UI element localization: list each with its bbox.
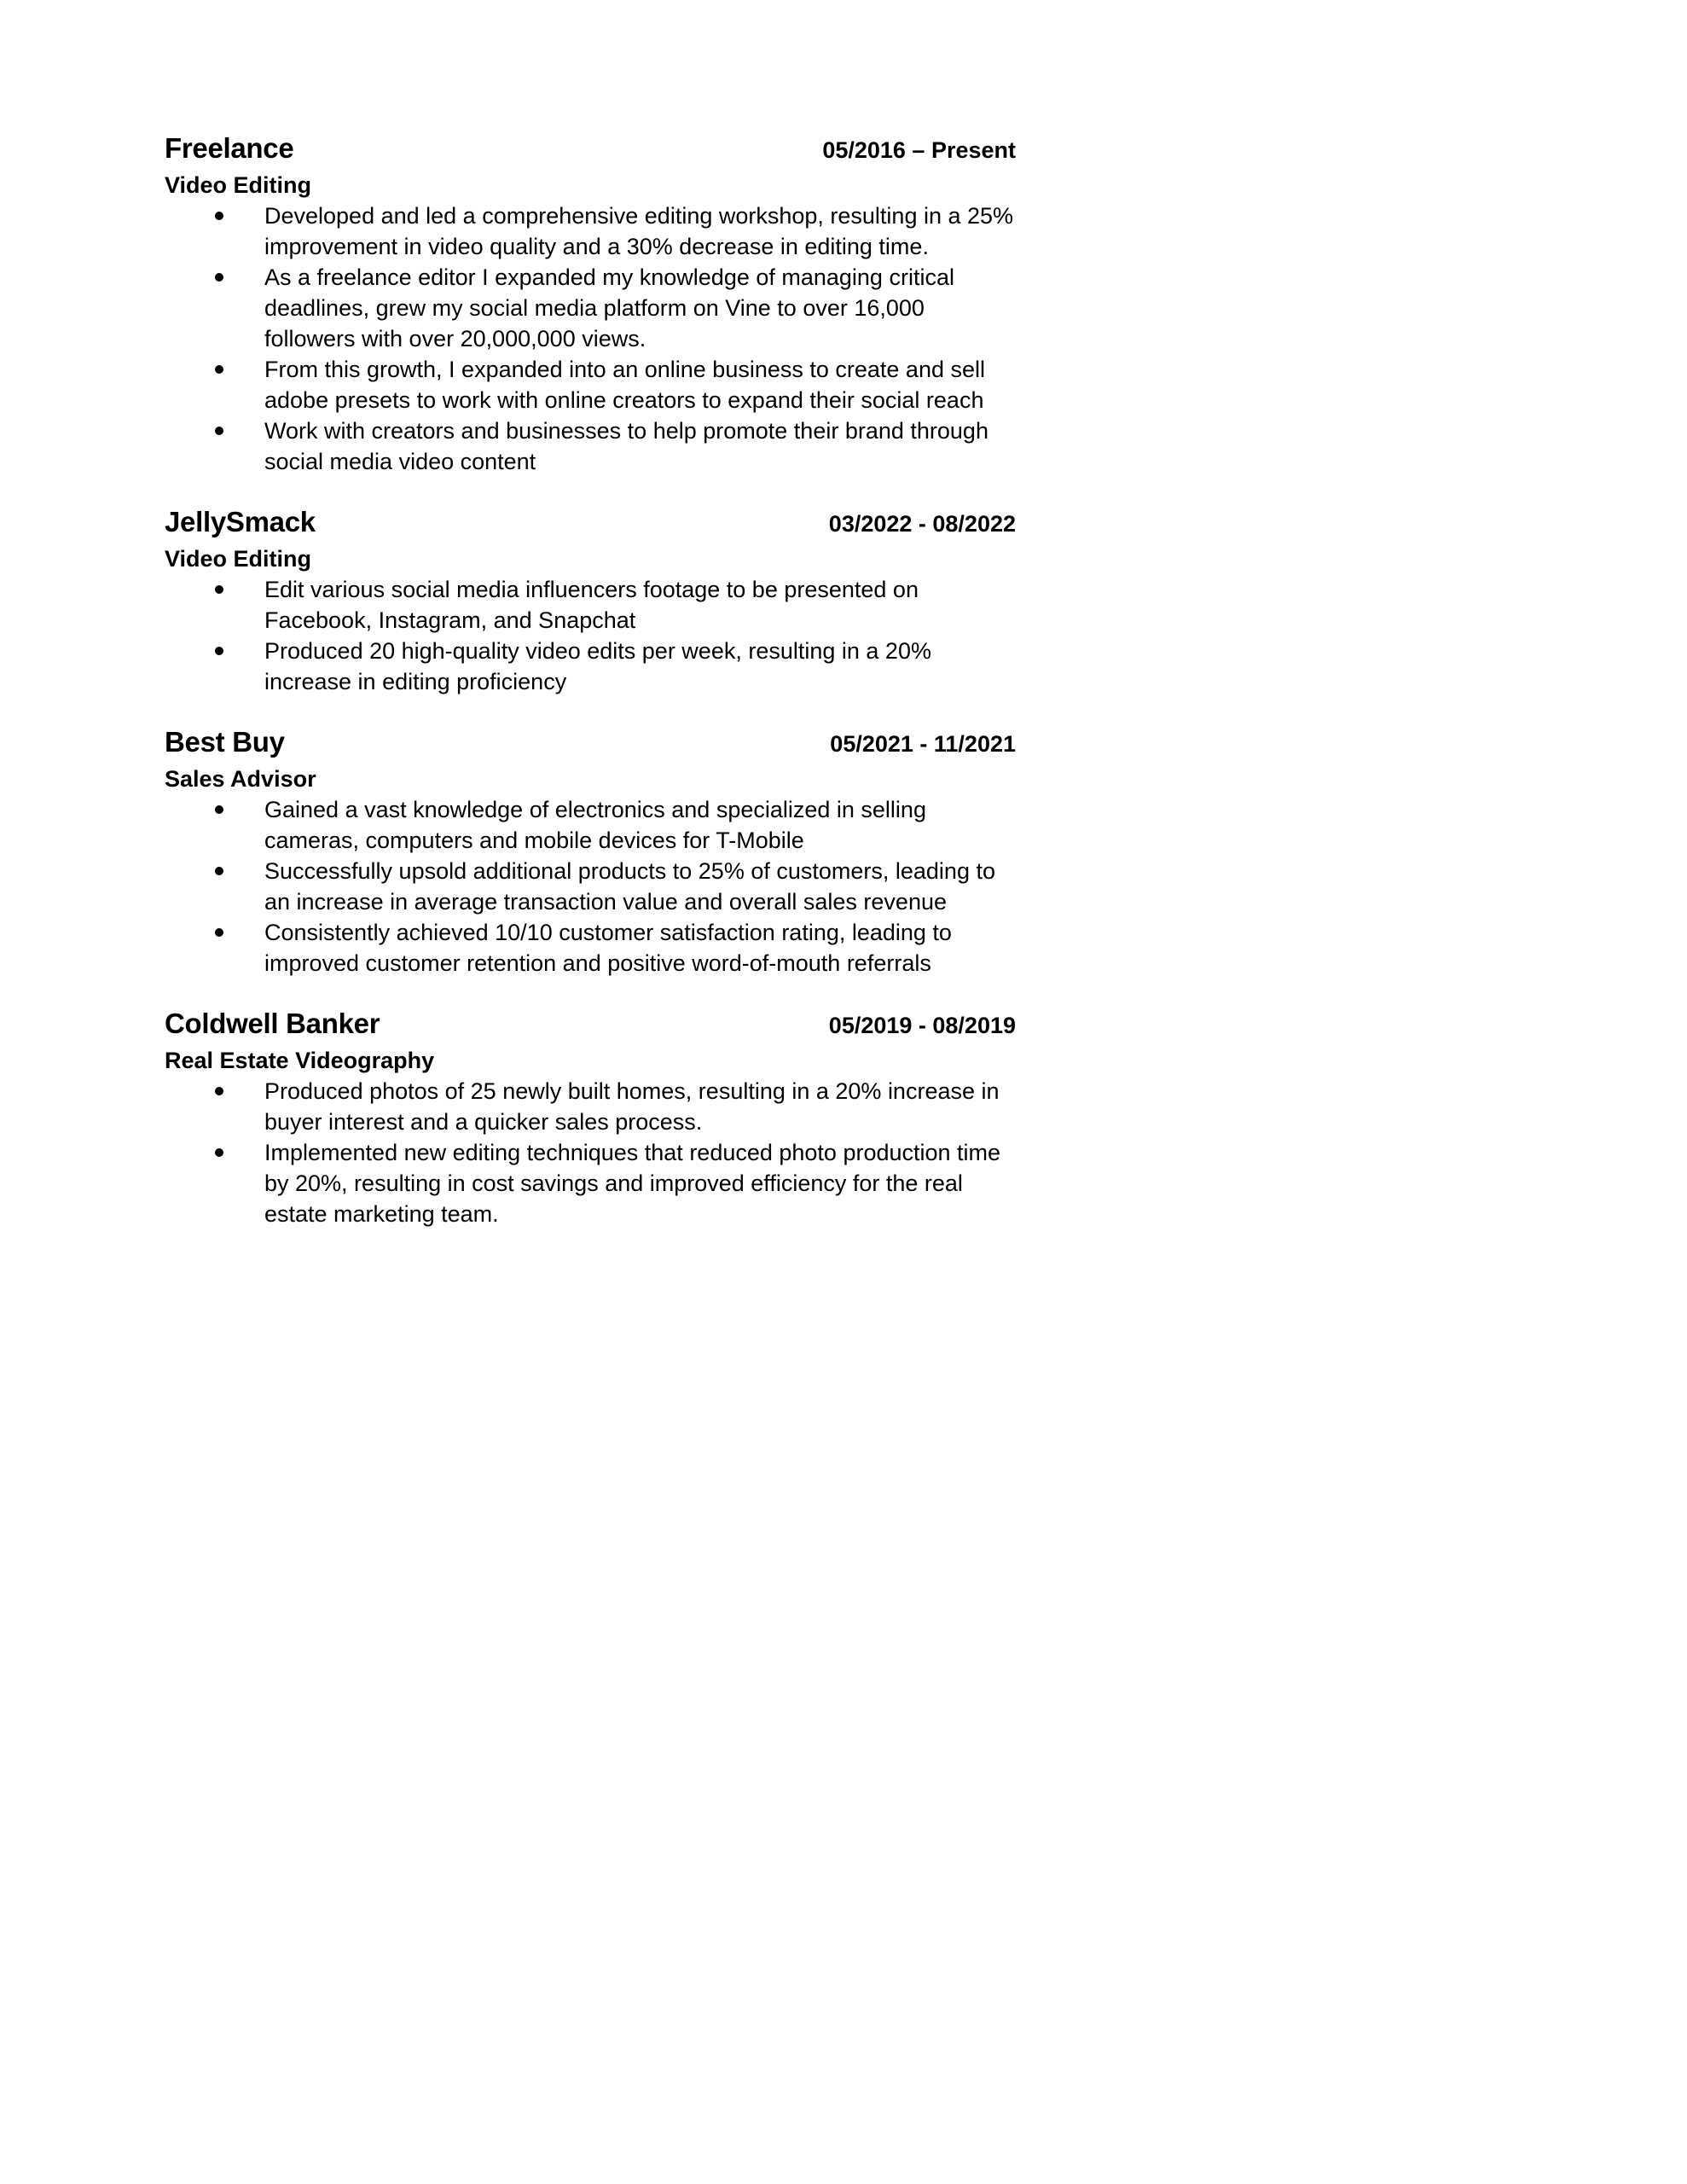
- job-role: Sales Advisor: [165, 766, 316, 792]
- bullet-text: From this growth, I expanded into an online business to create and sell adobe presets to work with online creators to expand their social reach: [264, 357, 985, 413]
- bullet-text: Gained a vast knowledge of electronics and specialized in selling cameras, computers and mobile devices for T-Mobile: [264, 797, 926, 853]
- job-entry-freelance: [165, 132, 1017, 477]
- bullet-item: [165, 794, 1017, 856]
- employment-dates: 05/2016 – Present: [822, 137, 1016, 163]
- experience-section: [165, 132, 1017, 1258]
- bullet-dot-icon: [215, 585, 223, 594]
- bullet-item: [165, 1076, 1017, 1137]
- employment-dates: 05/2019 - 08/2019: [828, 1013, 1016, 1038]
- bullet-text: As a freelance editor I expanded my knowledge of managing critical deadlines, grew my social media platform on Vine to over 16,000 followers with over 20,000,000 views.: [264, 264, 954, 351]
- job-role: Video Editing: [165, 172, 312, 198]
- bullet-text: Developed and led a comprehensive editing workshop, resulting in a 25% improvement in video quality and a 30% decrease in editing time.: [264, 203, 1014, 259]
- bullet-text: Work with creators and businesses to help promote their brand through social media video content: [264, 418, 988, 474]
- bullet-item: [165, 574, 1017, 636]
- job-header: [165, 132, 1017, 170]
- bullet-item: [165, 917, 1017, 979]
- company-name: Coldwell Banker: [165, 1008, 380, 1039]
- bullet-item: [165, 415, 1017, 477]
- bullet-item: [165, 354, 1017, 415]
- bullet-text: Edit various social media influencers footage to be presented on Facebook, Instagram, and Snapchat: [264, 577, 919, 633]
- job-header: [165, 506, 1017, 543]
- employment-dates: 05/2021 - 11/2021: [830, 731, 1016, 757]
- bullet-list: [165, 574, 1017, 697]
- job-entry-coldwell-banker: [165, 1008, 1017, 1229]
- bullet-dot-icon: [215, 1148, 223, 1157]
- bullet-item: [165, 1137, 1017, 1229]
- bullet-text: Produced photos of 25 newly built homes, resulting in a 20% increase in buyer interest and a quicker sales process.: [264, 1078, 1000, 1135]
- job-entry-jellysmack: [165, 506, 1017, 697]
- job-header: [165, 1008, 1017, 1045]
- bullet-dot-icon: [215, 805, 223, 814]
- bullet-dot-icon: [215, 427, 223, 435]
- bullet-dot-icon: [215, 867, 223, 875]
- bullet-item: [165, 262, 1017, 354]
- bullet-dot-icon: [215, 273, 223, 282]
- bullet-item: [165, 200, 1017, 262]
- bullet-text: Successfully upsold additional products to 25% of customers, leading to an increase in average transaction value and overall sales revenue: [264, 858, 995, 915]
- job-role: Video Editing: [165, 546, 312, 572]
- bullet-item: [165, 856, 1017, 917]
- bullet-dot-icon: [215, 365, 223, 374]
- bullet-list: [165, 794, 1017, 979]
- bullet-dot-icon: [215, 647, 223, 655]
- bullet-text: Implemented new editing techniques that reduced photo production time by 20%, resulting in cost savings and improved efficiency for the real estate marketing team.: [264, 1140, 1001, 1227]
- bullet-dot-icon: [215, 928, 223, 937]
- job-header: [165, 726, 1017, 764]
- bullet-dot-icon: [215, 212, 223, 220]
- job-role: Real Estate Videography: [165, 1048, 435, 1073]
- employment-dates: 03/2022 - 08/2022: [828, 511, 1016, 537]
- bullet-dot-icon: [215, 1087, 223, 1095]
- bullet-text: Produced 20 high-quality video edits per week, resulting in a 20% increase in editing proficiency: [264, 638, 931, 694]
- company-name: Freelance: [165, 132, 294, 164]
- company-name: JellySmack: [165, 506, 316, 537]
- bullet-list: [165, 200, 1017, 477]
- company-name: Best Buy: [165, 726, 285, 758]
- job-entry-best-buy: [165, 726, 1017, 979]
- bullet-item: [165, 636, 1017, 697]
- bullet-list: [165, 1076, 1017, 1229]
- bullet-text: Consistently achieved 10/10 customer satisfaction rating, leading to improved customer retention and positive word-of-mouth referrals: [264, 920, 952, 976]
